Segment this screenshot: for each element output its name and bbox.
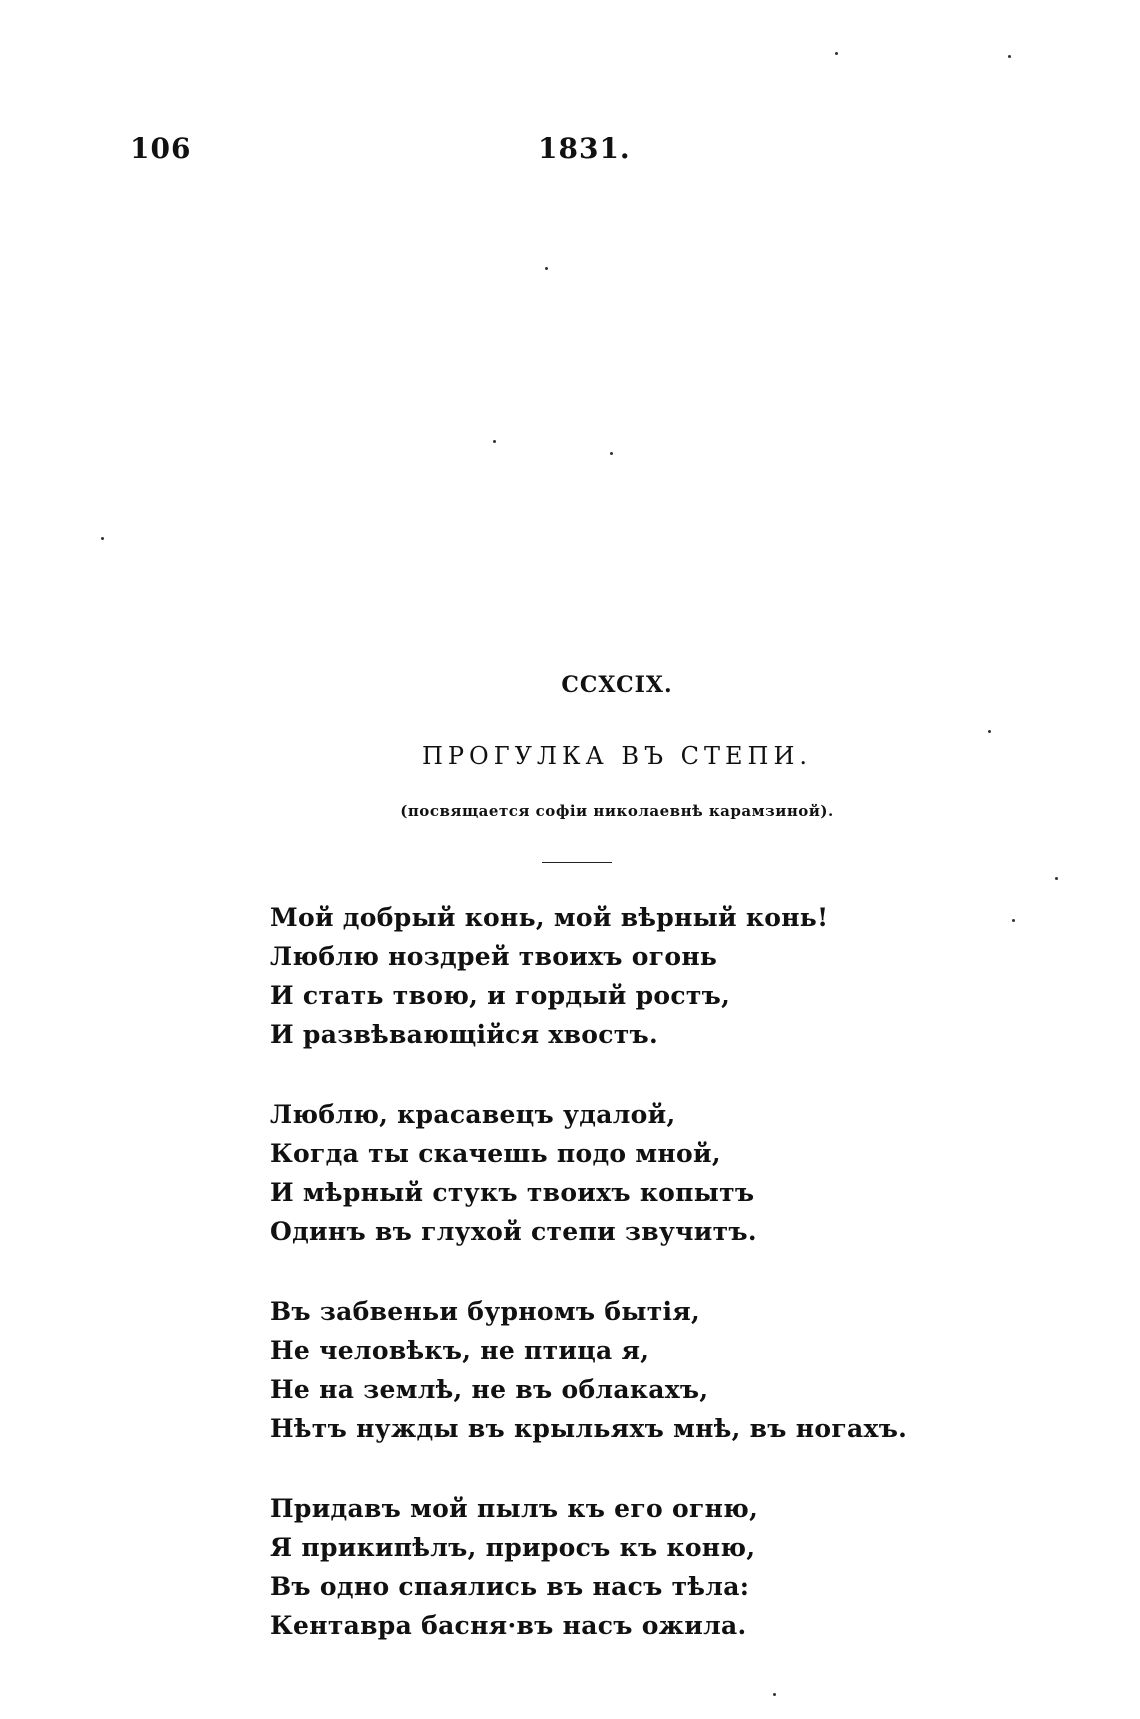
title-rule (542, 862, 612, 863)
scan-speck (1008, 55, 1011, 58)
verse-line: Придавъ мой пылъ къ его огню, (270, 1494, 759, 1523)
stanza (270, 898, 990, 1054)
verse-line: Мой добрый конь, мой вѣрный конь! (270, 903, 829, 932)
verse-line: Нѣтъ нужды въ крыльяхъ мнѣ, въ ногахъ. (270, 1414, 908, 1443)
scan-speck (545, 267, 548, 270)
poem-body (270, 898, 990, 1686)
verse-line: И стать твою, и гордый ростъ, (270, 981, 731, 1010)
scan-speck (773, 1693, 776, 1696)
scan-speck (493, 440, 496, 443)
scan-speck (1055, 877, 1058, 880)
verse-line: И мѣрный стукъ твоихъ копытъ (270, 1178, 755, 1207)
stanza (270, 1489, 990, 1645)
scan-speck (1012, 919, 1015, 922)
verse-line: Въ забвеньи бурномъ бытія, (270, 1297, 701, 1326)
running-year: 1831. (538, 132, 631, 165)
scan-speck (835, 52, 838, 55)
verse-line: И развѣвающійся хвостъ. (270, 1020, 659, 1049)
verse-line: Я прикипѣлъ, приросъ къ коню, (270, 1533, 756, 1562)
verse-line: Кентавра басня·въ насъ ожила. (270, 1611, 747, 1640)
verse-line: Люблю ноздрей твоихъ огонь (270, 942, 718, 971)
verse-line: Одинъ въ глухой степи звучитъ. (270, 1217, 757, 1246)
stanza (270, 1095, 990, 1251)
running-head (0, 132, 1140, 172)
verse-line: Не на землѣ, не въ облакахъ, (270, 1375, 709, 1404)
stanza (270, 1292, 990, 1448)
verse-line: Не человѣкъ, не птица я, (270, 1336, 650, 1365)
verse-line: Люблю, красавецъ удалой, (270, 1100, 676, 1129)
scan-speck (101, 537, 104, 540)
verse-line: Когда ты скачешь подо мной, (270, 1139, 721, 1168)
scan-speck (610, 452, 613, 455)
poem-number: CCXCIX. (561, 672, 673, 698)
scan-speck (988, 730, 991, 733)
poem-title: ПРОГУЛКА ВЪ СТЕПИ. (421, 742, 813, 770)
verse-line: Въ одно спаялись въ насъ тѣла: (270, 1572, 750, 1601)
poem-dedication: (посвящается софіи николаевнѣ карамзиной). (400, 802, 834, 820)
page-number: 106 (130, 132, 192, 165)
